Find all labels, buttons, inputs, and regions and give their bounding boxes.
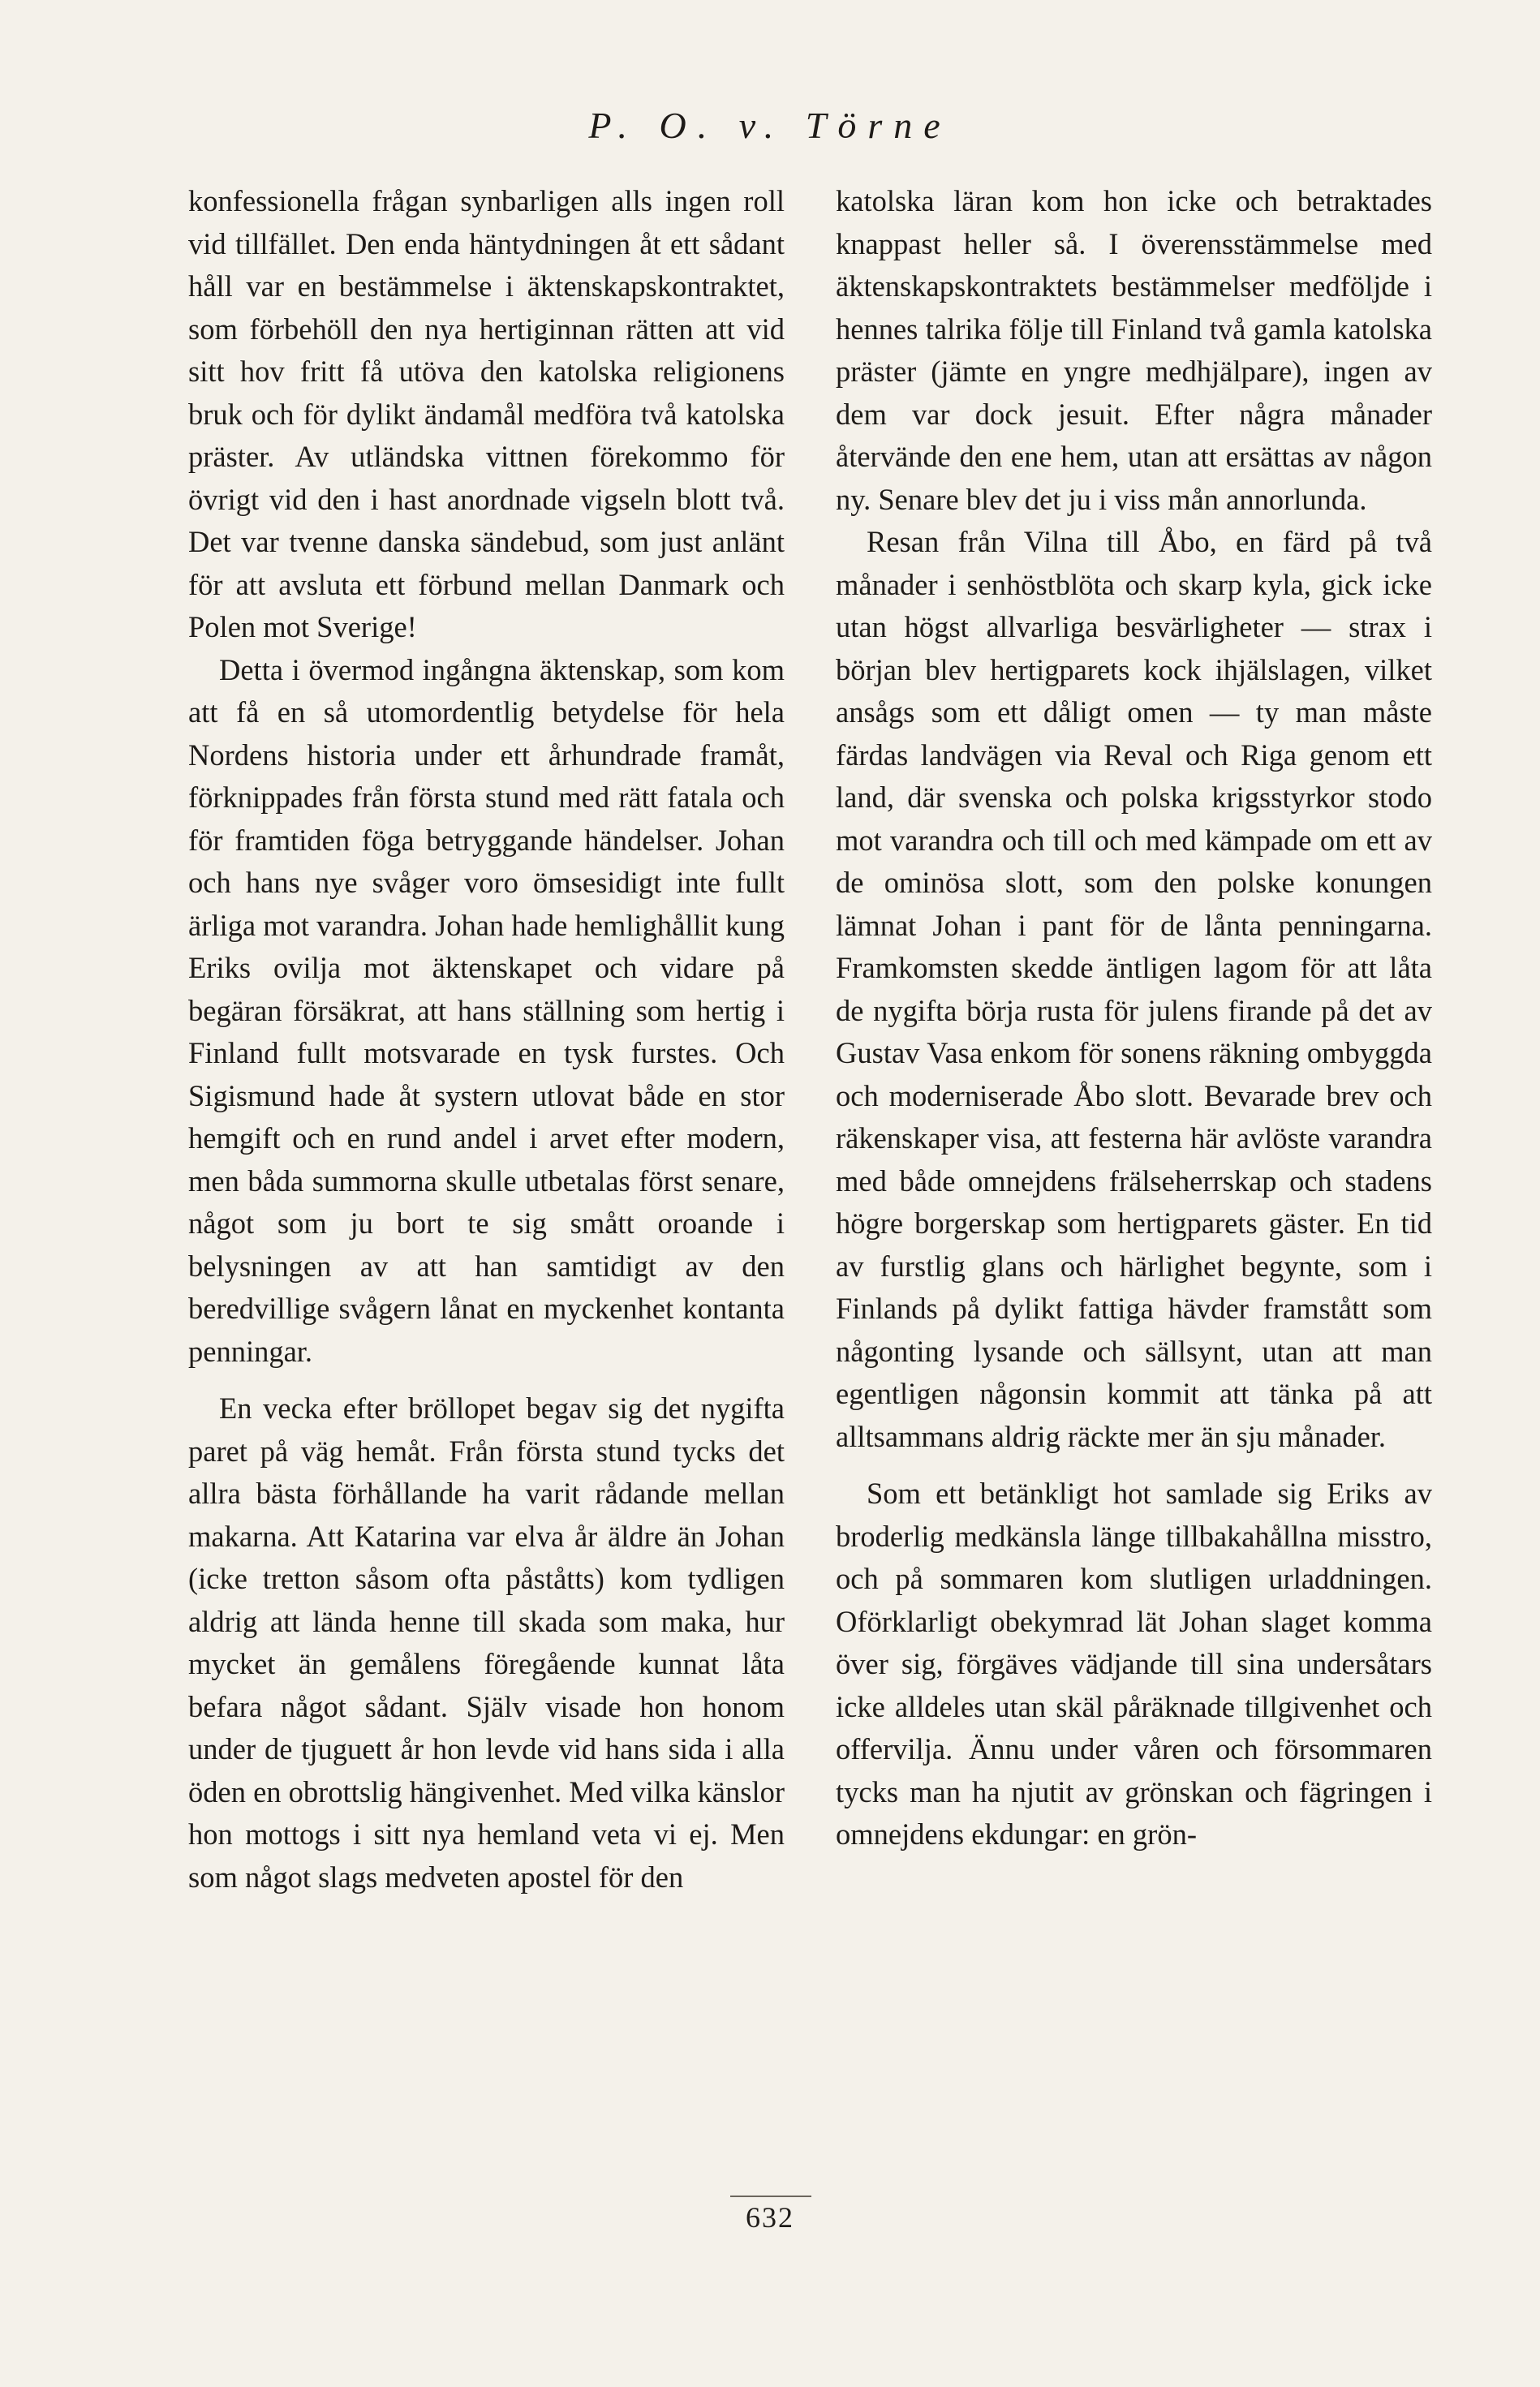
- page-number-rule: [730, 2196, 811, 2197]
- paragraph: Resan från Vilna till Åbo, en färd på två månader i senhöstblöta och skarp kyla, gick icke utan högst allvarliga besvärligheter — strax i början blev hertigparets kock ihjälslagen, vilket ansågs som ett dåligt omen — ty man måste färdas landvägen via Reval och Riga genom ett land, där svenska och polska krigsstyrkor stodo mot varandra och till och med kämpade om ett av de ominösa slott, som den polske konungen lämnat Johan i pant för de lånta penningarna. Framkomsten skedde äntligen lagom för att låta de nygifta börja rusta för julens firande på det av Gustav Vasa enkom för sonens räkning ombyggda och moderniserade Åbo slott. Bevarade brev och räkenskaper visa, att festerna här avlöste varandra med både omnejdens frälseherrskap och stadens högre borgerskap som hertigparets gäster. En tid av furstlig glans och härlighet begynte, som i Finlands på dylikt fattiga hävder framstått som någonting lysande och sällsynt, utan att man egentligen någonsin kommit att tänka på att alltsammans aldrig räckte mer än sju månader.: [836, 525, 1432, 1453]
- paragraph: Detta i övermod ingångna äktenskap, som kom att få en så utomordentlig betydelse för hela Nordens historia under ett århundrade framåt, förknippades från första stund med rätt fatala och för framtiden föga betryggande händelser. Johan och hans nye svåger voro ömsesidigt inte fullt ärliga mot varandra. Johan hade hemlighållit kung Eriks ovilja mot äktenskapet och vidare på begäran försäkrat, att hans ställning som hertig i Finland fullt motsvarade en tysk furstes. Och Sigismund hade åt systern utlovat både en stor hemgift och en rund andel i arvet efter modern, men båda summorna skulle utbetalas först senare, något som ju bort te sig smått oroande i belysningen av att han samtidigt av den beredvillige svågern lånat en myckenhet kontanta penningar.: [188, 652, 785, 1368]
- paragraph: Som ett betänkligt hot samlade sig Eriks av broderlig medkänsla länge tillbakahållna misstro, och på sommaren kom slutligen urladdningen. Oförklarligt obekymrad lät Johan slaget komma över sig, förgäves vädjande till sina undersåtars icke alldeles utan skäl påräknade tillgivenhet och offervilja. Ännu under våren och försommaren tycks man ha njutit av grönskan och fägringen i omnejdens ekdungar: en grön-: [836, 1477, 1432, 1851]
- page-number: 632: [746, 2201, 794, 2234]
- paragraph: konfessionella frågan synbarligen alls ingen roll vid tillfället. Den enda häntydningen åt ett sådant håll var en bestämmelse i äktenskapskontraktet, som förbehöll den nya hertiginnan rätten att vid sitt hov fritt få utöva den katolska religionens bruk och för dylikt ändamål medföra två katolska präster. Av utländska vittnen förekommo för övrigt vid den i hast anordnade vigseln blott två. Det var tvenne danska sändebud, som just anlänt för att avsluta ett förbund mellan Danmark och Polen mot Sverige!: [188, 184, 785, 643]
- running-head: P. O. v. Törne: [588, 105, 952, 146]
- paragraph: katolska läran kom hon icke och betraktades knappast heller så. I överensstämmelse med äktenskapskontraktets bestämmelser medföljde i hennes talrika följe till Finland två gamla katolska präster (jämte en yngre medhjälpare), ingen av dem var dock jesuit. Efter några månader återvände den ene hem, utan att ersättas av någon ny. Senare blev det ju i viss mån annorlunda.: [836, 184, 1432, 516]
- right-column: [836, 180, 1432, 1856]
- left-column: [188, 180, 785, 1899]
- paragraph: En vecka efter bröllopet begav sig det nygifta paret på väg hemåt. Från första stund tycks det allra bästa förhållande ha varit rådande mellan makarna. Att Katarina var elva år äldre än Johan (icke tretton såsom ofta påståtts) kom tydligen aldrig att lända henne till skada som maka, hur mycket än gemålens föregående kunnat låta befara något sådant. Själv visade hon honom under de tjuguett år hon levde vid hans sida i alla öden en obrottslig hängivenhet. Med vilka känslor hon mottogs i sitt nya hemland veta vi ej. Men som något slags medveten apostel för den: [188, 1391, 785, 1894]
